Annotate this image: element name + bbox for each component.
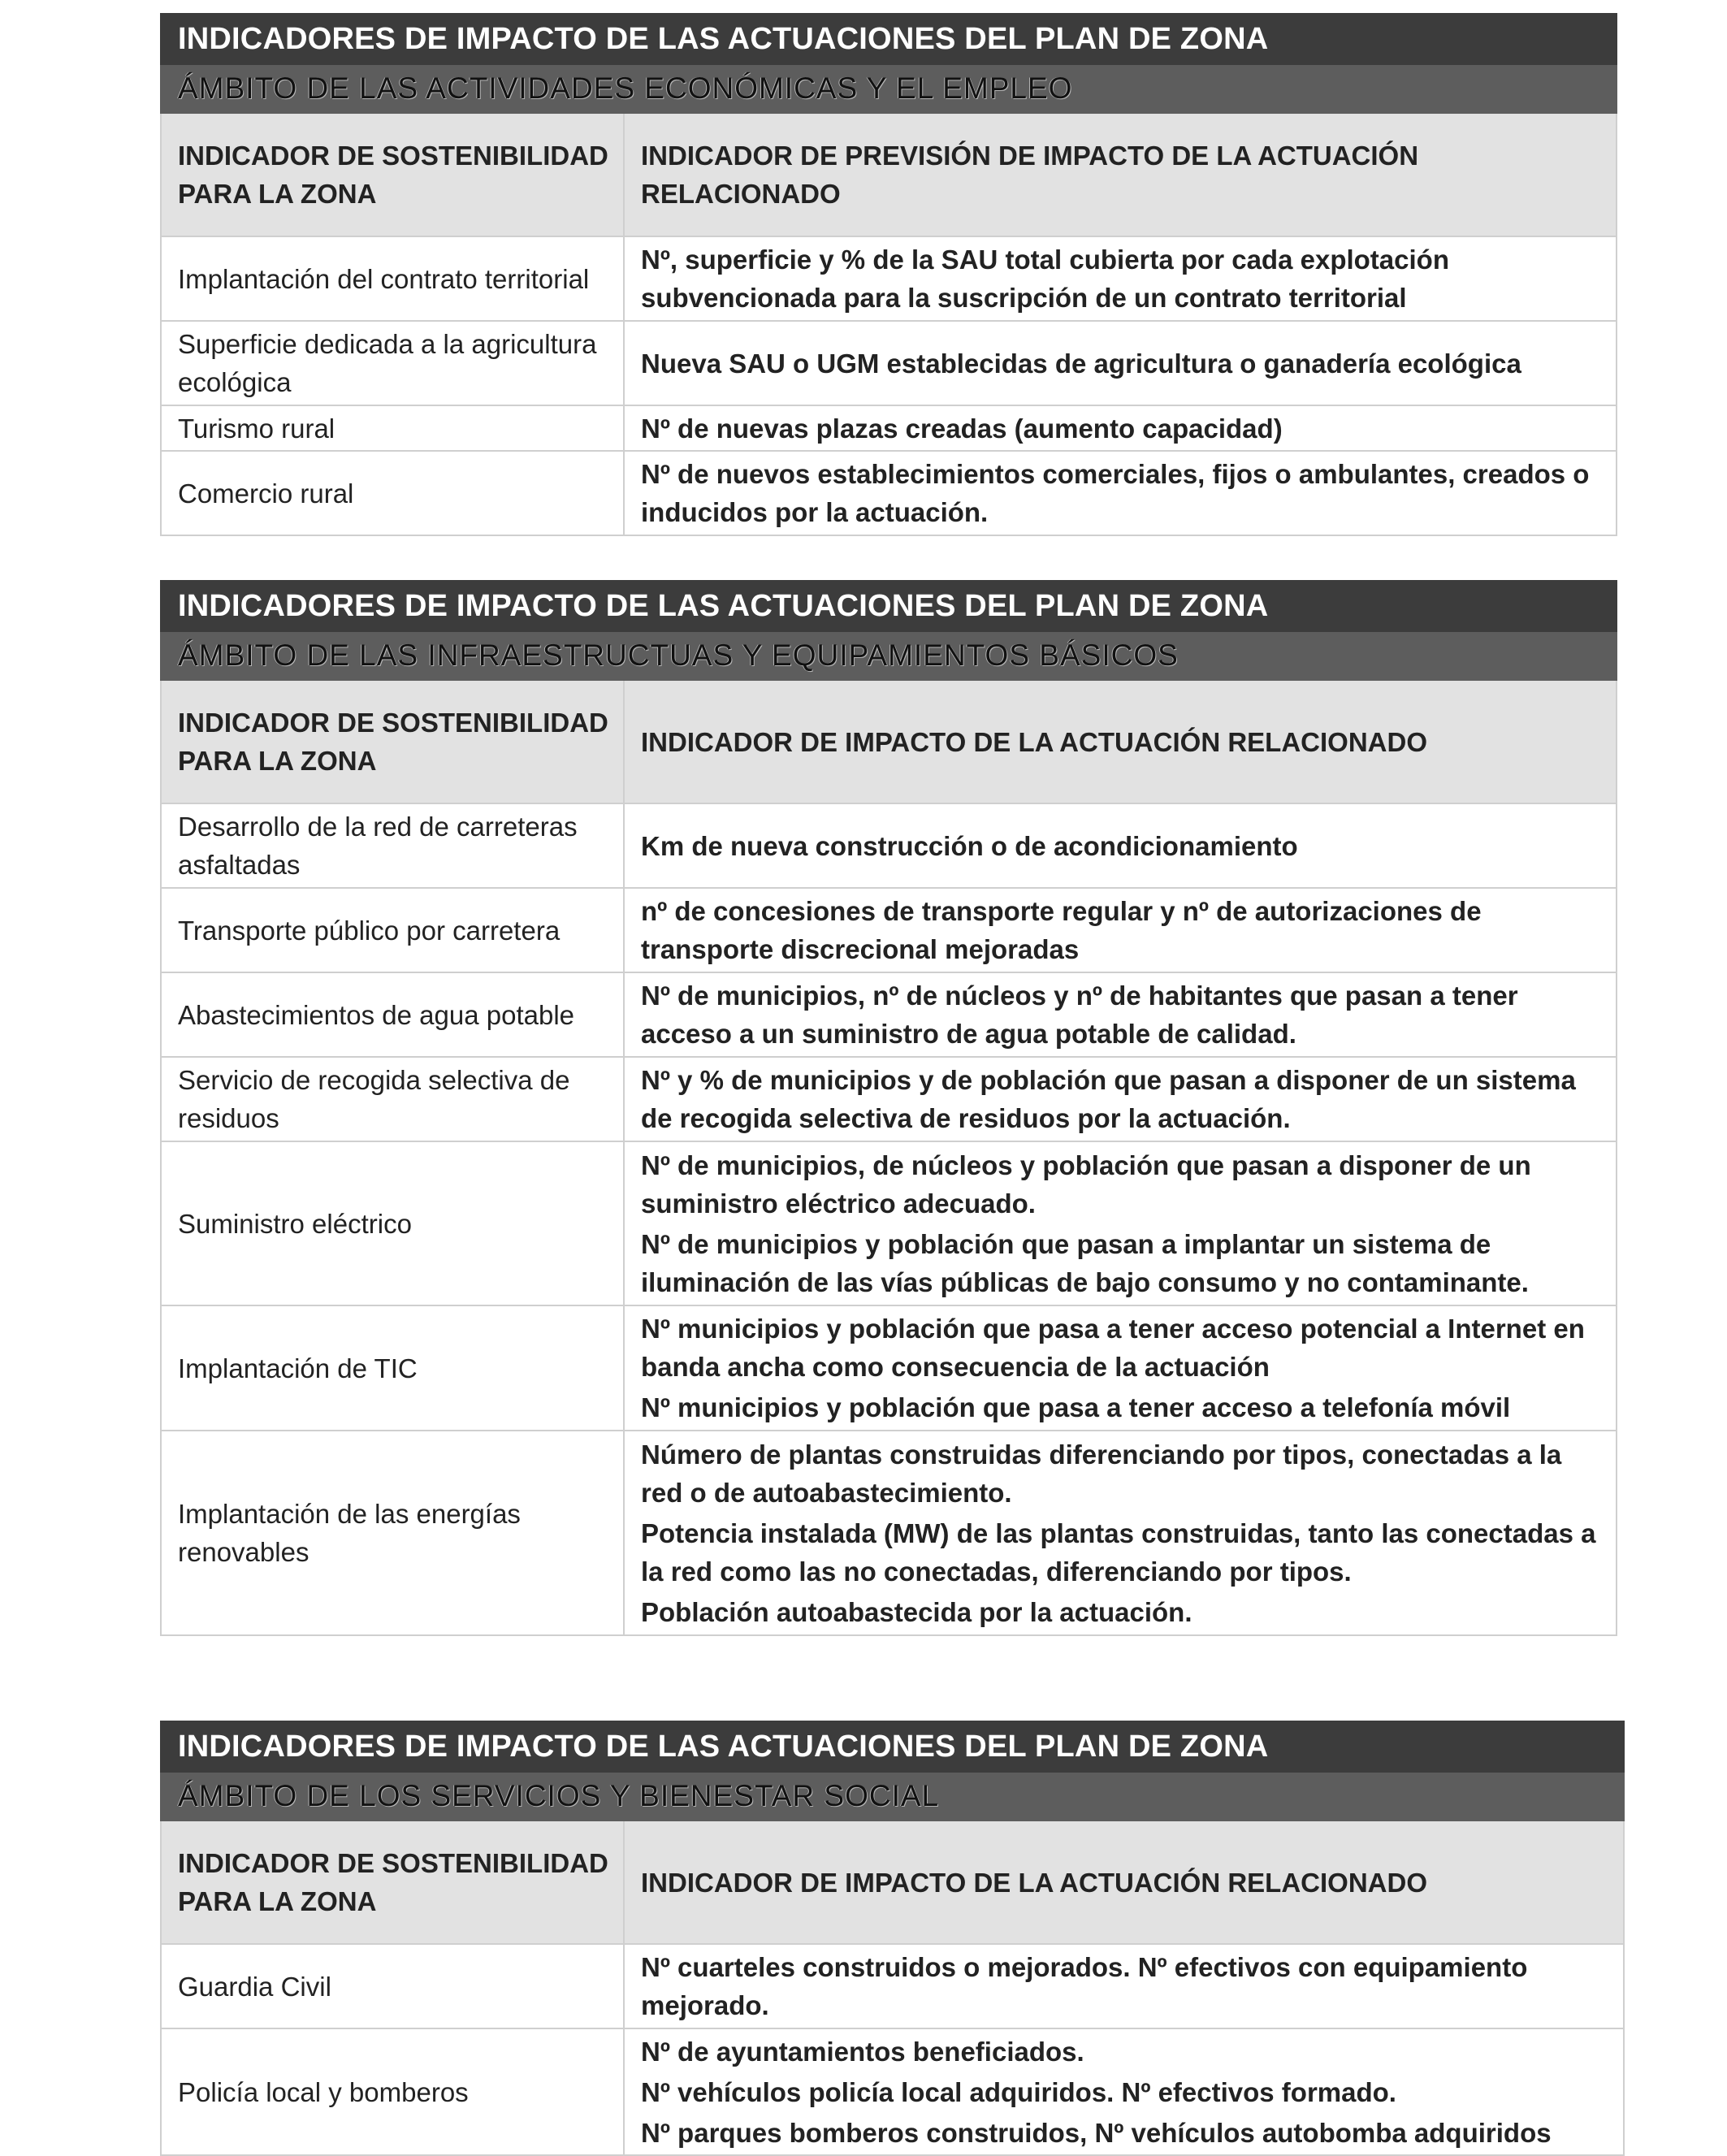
header-left: INDICADOR DE SOSTENIBILIDAD PARA LA ZONA (161, 680, 624, 803)
indicator-impact: Nº cuarteles construidos o mejorados. Nº efectivos con equipamiento mejorado. (624, 1944, 1624, 2028)
indicators-table-social (160, 1721, 1625, 2156)
indicator-name: Superficie dedicada a la agricultura ecológica (161, 321, 624, 405)
indicator-name: Implantación de TIC (161, 1305, 624, 1431)
table-title: INDICADORES DE IMPACTO DE LAS ACTUACIONES DEL PLAN DE ZONA (161, 581, 1617, 631)
indicator-impact: Nº de nuevos establecimientos comerciales, fijos o ambulantes, creados o inducidos por la actuación. (624, 451, 1617, 535)
indicator-impact: nº de concesiones de transporte regular y nº de autorizaciones de transporte discrecional mejoradas (624, 888, 1617, 972)
table-scope: ÁMBITO DE LAS INFRAESTRUCTUAS Y EQUIPAMIENTOS BÁSICOS (161, 631, 1617, 680)
indicator-name: Comercio rural (161, 451, 624, 535)
indicator-impact: Nº de nuevas plazas creadas (aumento capacidad) (624, 405, 1617, 451)
indicators-table-economic (160, 13, 1617, 536)
indicator-impact: Nº y % de municipios y de población que pasan a disponer de un sistema de recogida selectiva de residuos por la actuación. (624, 1057, 1617, 1141)
indicator-impact: Nº, superficie y % de la SAU total cubierta por cada explotación subvencionada para la suscripción de un contrato territorial (624, 236, 1617, 321)
table-title: INDICADORES DE IMPACTO DE LAS ACTUACIONES DEL PLAN DE ZONA (161, 14, 1617, 64)
table-title: INDICADORES DE IMPACTO DE LAS ACTUACIONES DEL PLAN DE ZONA (161, 1721, 1624, 1772)
indicator-name: Implantación del contrato territorial (161, 236, 624, 321)
indicator-name: Transporte público por carretera (161, 888, 624, 972)
header-right: INDICADOR DE IMPACTO DE LA ACTUACIÓN RELACIONADO (624, 1820, 1624, 1944)
header-right: INDICADOR DE IMPACTO DE LA ACTUACIÓN RELACIONADO (624, 680, 1617, 803)
indicators-table-infrastructure (160, 580, 1617, 1636)
indicator-impact: Nº de ayuntamientos beneficiados. Nº vehículos policía local adquiridos. Nº efectivos formado. Nº parques bomberos construidos, Nº vehículos autobomba adquiridos (624, 2028, 1624, 2155)
indicator-impact: Nueva SAU o UGM establecidas de agricultura o ganadería ecológica (624, 321, 1617, 405)
indicator-name: Desarrollo de la red de carreteras asfaltadas (161, 803, 624, 888)
table-scope: ÁMBITO DE LAS ACTIVIDADES ECONÓMICAS Y EL EMPLEO (161, 64, 1617, 113)
indicator-impact: Nº de municipios, nº de núcleos y nº de habitantes que pasan a tener acceso a un suministro de agua potable de calidad. (624, 972, 1617, 1057)
indicator-impact: Km de nueva construcción o de acondicionamiento (624, 803, 1617, 888)
table-scope: ÁMBITO DE LOS SERVICIOS Y BIENESTAR SOCIAL (161, 1772, 1624, 1820)
indicator-impact: Número de plantas construidas diferenciando por tipos, conectadas a la red o de autoabastecimiento. Potencia instalada (MW) de las plantas construidas, tanto las conectadas a la red como las no conectadas, diferenciando por tipos. Población autoabastecida por la actuación. (624, 1431, 1617, 1635)
indicator-name: Servicio de recogida selectiva de residuos (161, 1057, 624, 1141)
indicator-name: Turismo rural (161, 405, 624, 451)
indicator-name: Suministro eléctrico (161, 1141, 624, 1305)
indicator-name: Guardia Civil (161, 1944, 624, 2028)
indicator-impact: Nº municipios y población que pasa a tener acceso potencial a Internet en banda ancha como consecuencia de la actuación Nº municipios y población que pasa a tener acceso a telefonía móvil (624, 1305, 1617, 1431)
header-left: INDICADOR DE SOSTENIBILIDAD PARA LA ZONA (161, 113, 624, 236)
indicator-name: Abastecimientos de agua potable (161, 972, 624, 1057)
indicator-name: Implantación de las energías renovables (161, 1431, 624, 1635)
indicator-impact: Nº de municipios, de núcleos y población que pasan a disponer de un suministro eléctrico adecuado. Nº de municipios y población que pasan a implantar un sistema de iluminación de las vías públicas de bajo consumo y no contaminante. (624, 1141, 1617, 1305)
header-right: INDICADOR DE PREVISIÓN DE IMPACTO DE LA ACTUACIÓN RELACIONADO (624, 113, 1617, 236)
header-left: INDICADOR DE SOSTENIBILIDAD PARA LA ZONA (161, 1820, 624, 1944)
indicator-name: Policía local y bomberos (161, 2028, 624, 2155)
